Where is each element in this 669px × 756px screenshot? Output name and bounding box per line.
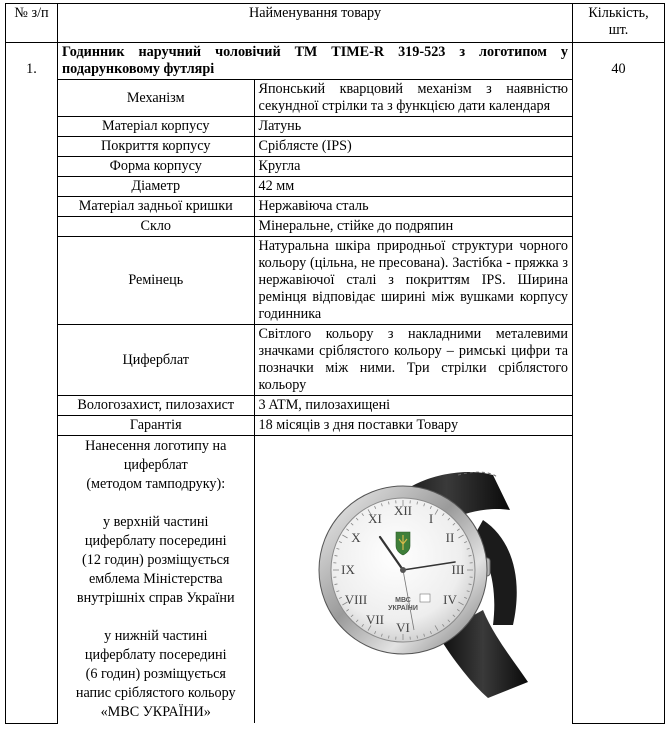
logo-top-line: (12 годин) розміщується (82, 552, 230, 568)
item-number: 1. (6, 43, 58, 724)
spec-row-strap (58, 237, 572, 325)
spacer (62, 494, 250, 513)
spec-label: Матеріал задньої кришки (58, 197, 254, 217)
spec-row-back-cover (58, 197, 572, 217)
spec-label: Скло (58, 217, 254, 237)
header-product-name-text: Найменування товару (248, 5, 382, 21)
item-title: Годинник наручний чоловічий ТМ TIME-R 319-523 з логотипом у подарунковому футлярі (62, 44, 568, 77)
header-product-name (58, 4, 573, 43)
spec-value: Нержавіюча сталь (254, 197, 572, 217)
logo-top-line: внутрішніх справ України (76, 590, 235, 606)
spec-row-case-coating (58, 137, 572, 157)
spec-label: Діаметр (58, 177, 254, 197)
spec-row-glass (58, 217, 572, 237)
watch-illustration (288, 460, 538, 700)
spec-label: Механізм (58, 80, 254, 117)
spec-label: Циферблат (58, 325, 254, 396)
item-details (58, 43, 573, 724)
svg-text:VII: VII (366, 611, 385, 627)
spec-subtable (58, 79, 572, 723)
logo-intro-line: Нанесення логотипу на (85, 438, 227, 454)
svg-text:XII: XII (394, 502, 413, 518)
logo-top-line: емблема Міністерства (88, 571, 223, 587)
svg-text:VIII: VIII (345, 591, 368, 607)
hand-pin (400, 567, 406, 573)
logo-bottom-line: напис сріблястого кольору (75, 685, 236, 701)
dial-text-line2: УКРАЇНИ (388, 604, 419, 612)
svg-text:XI: XI (368, 510, 383, 526)
watch-image-cell (254, 436, 572, 724)
watch-image (255, 442, 573, 718)
svg-text:VI: VI (396, 619, 411, 635)
svg-text:IX: IX (341, 561, 356, 577)
spec-label: Покриття корпусу (58, 137, 254, 157)
date-window (420, 594, 430, 602)
item-row (6, 43, 665, 724)
header-number-text: № з/п (14, 5, 49, 21)
svg-text:X: X (351, 529, 361, 545)
logo-top-line: у верхній частині (103, 514, 209, 530)
spec-value: 42 мм (254, 177, 572, 197)
spec-row-dial (58, 325, 572, 396)
spec-value: Мінеральне, стійке до подряпин (254, 217, 572, 237)
svg-text:III: III (451, 561, 465, 577)
spec-value: Сріблясте (IPS) (254, 137, 572, 157)
ministry-emblem (396, 532, 410, 555)
spec-label: Ремінець (58, 237, 254, 325)
spec-label: Гарантія (58, 416, 254, 436)
spec-value: Латунь (254, 117, 572, 137)
spec-value: Світлого кольору з накладними металевими значками сріблястого кольору – римські цифри та позначки між ними. Три стрілки сріблястого кольору (254, 325, 572, 396)
spec-row-logo (58, 436, 572, 724)
spec-value: Натуральна шкіра природньої структури чорного кольору (цільна, не пресована). Застібка - пряжка з нержавіючої сталі з покриттям IPS. Ширина ремінця відповідає ширині між вушками корпусу годинника (254, 237, 572, 325)
logo-bottom-line: (6 годин) розміщується (85, 666, 226, 682)
spec-document (5, 3, 665, 724)
header-quantity-text: Кількість, шт. (588, 5, 649, 38)
spec-label: Вологозахист, пилозахист (58, 396, 254, 416)
logo-bottom-line: «МВС УКРАЇНИ» (100, 704, 211, 720)
svg-text:I: I (429, 510, 434, 526)
spec-row-diameter (58, 177, 572, 197)
header-number (6, 4, 58, 43)
spec-row-warranty (58, 416, 572, 436)
product-spec-table (5, 3, 665, 724)
item-quantity: 40 (573, 43, 665, 724)
dial-text-line1: МВС (395, 596, 412, 604)
logo-description (58, 436, 254, 724)
spec-value: 3 ATM, пилозахищені (254, 396, 572, 416)
spec-label: Форма корпусу (58, 157, 254, 177)
logo-top-line: циферблату посередині (84, 533, 227, 549)
logo-intro-line: (методом тамподруку): (86, 476, 226, 492)
header-quantity (573, 4, 665, 43)
logo-bottom-line: циферблату посередині (84, 647, 227, 663)
spec-row-water-resistance (58, 396, 572, 416)
table-header-row (6, 4, 665, 43)
spec-label: Матеріал корпусу (58, 117, 254, 137)
svg-text:II: II (445, 529, 455, 545)
spec-row-case-material (58, 117, 572, 137)
logo-intro-line: циферблат (123, 457, 188, 473)
spec-row-case-shape (58, 157, 572, 177)
spacer (62, 608, 250, 627)
spec-value: Японський кварцовий механізм з наявністю секундної стрілки та з функцією дати календаря (254, 80, 572, 117)
svg-text:IV: IV (443, 591, 458, 607)
spec-value: Кругла (254, 157, 572, 177)
logo-bottom-line: у нижній частині (104, 628, 208, 644)
spec-row-mechanism (58, 80, 572, 117)
spec-value: 18 місяців з дня поставки Товару (254, 416, 572, 436)
